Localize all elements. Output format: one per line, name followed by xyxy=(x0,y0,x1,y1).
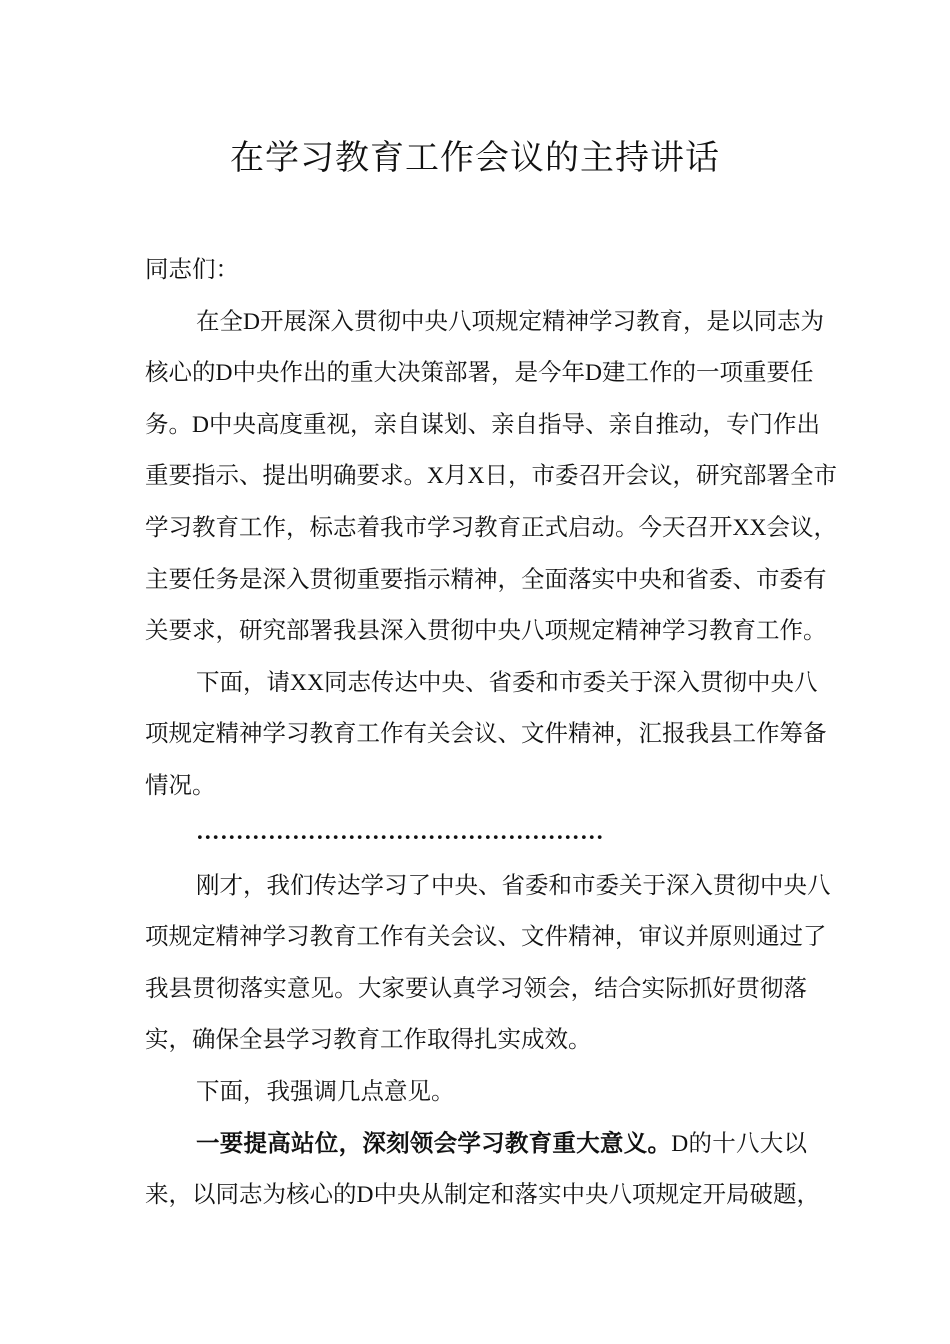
section-heading: 一要提高站位，深刻领会学习教育重大意义。 xyxy=(196,1130,672,1157)
document-body xyxy=(145,249,837,1226)
text-line: 务。D中央高度重视，亲自谋划、亲自指导、亲自推动，专门作出 xyxy=(145,411,820,438)
paragraph-1 xyxy=(145,301,837,662)
text-line: 关要求，研究部署我县深入贯彻中央八项规定精神学习教育工作。 xyxy=(145,618,827,645)
document-title: 在学习教育工作会议的主持讲话 xyxy=(230,140,720,177)
text-line: 项规定精神学习教育工作有关会议、文件精神，汇报我县工作筹备 xyxy=(145,721,827,748)
text-line: 核心的D中央作出的重大决策部署，是今年D建工作的一项重要任 xyxy=(145,360,814,387)
text-line: 学习教育工作，标志着我市学习教育正式启动。今天召开XX会议， xyxy=(145,514,837,541)
text-line: 我县贯彻落实意见。大家要认真学习领会，结合实际抓好贯彻落 xyxy=(145,975,807,1002)
text-line: 实，确保全县学习教育工作取得扎实成效。 xyxy=(145,1027,592,1054)
text-span: D的十八大以 xyxy=(671,1130,807,1157)
text-line: 项规定精神学习教育工作有关会议、文件精神，审议并原则通过了 xyxy=(145,924,827,951)
text-line: 主要任务是深入贯彻重要指示精神，全面落实中央和省委、市委有 xyxy=(145,566,827,593)
paragraph-5 xyxy=(145,1123,820,1226)
text-line: 情况。 xyxy=(145,772,216,799)
text-line: 下面，请XX同志传达中央、省委和市委关于深入贯彻中央八 xyxy=(196,669,818,696)
text-line: 重要指示、提出明确要求。X月X日，市委召开会议，研究部署全市 xyxy=(145,463,837,490)
text-line xyxy=(145,1123,807,1175)
paragraph-3 xyxy=(145,865,831,1071)
text-line: 在全D开展深入贯彻中央八项规定精神学习教育，是以同志为 xyxy=(196,308,824,335)
salutation: 同志们： xyxy=(145,257,239,283)
paragraph-2 xyxy=(145,662,827,817)
text-line: 刚才，我们传达学习了中央、省委和市委关于深入贯彻中央八 xyxy=(196,872,831,899)
text-line: 来，以同志为核心的D中央从制定和落实中央八项规定开局破题， xyxy=(145,1182,820,1209)
ellipsis-separator: …………………………………………… xyxy=(196,818,604,845)
paragraph-4: 下面，我强调几点意见。 xyxy=(196,1078,455,1105)
